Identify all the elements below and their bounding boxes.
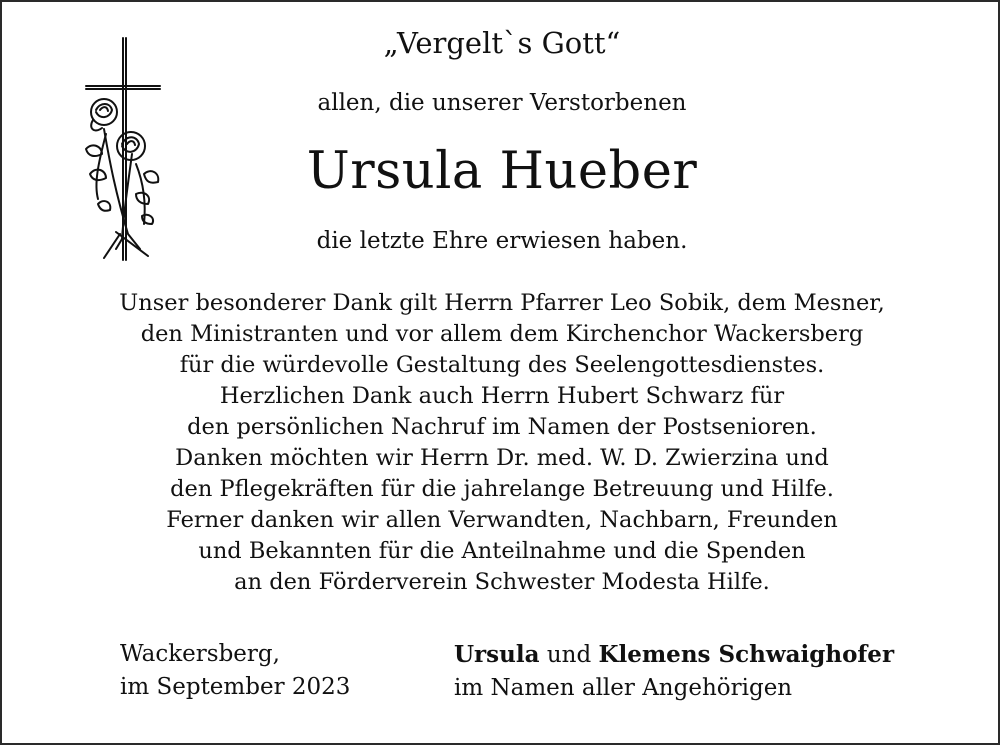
message-line: und Bekannten für die Anteilnahme und die Spenden xyxy=(198,538,806,564)
place-and-date xyxy=(120,638,350,704)
motto: „Vergelt`s Gott“ xyxy=(383,26,621,60)
message-line: Herzlichen Dank auch Herrn Hubert Schwarz für xyxy=(219,383,785,409)
message-line: Danken möchten wir Herrn Dr. med. W. D. Zwierzina und xyxy=(175,445,829,471)
message-line: den Pflegekräften für die jahrelange Betreuung und Hilfe. xyxy=(170,476,834,502)
signature-block xyxy=(454,638,894,705)
signoff: im Namen aller Angehörigen xyxy=(454,675,793,701)
signer-first: Ursula xyxy=(454,641,540,668)
message-line: an den Förderverein Schwester Modesta Hilfe. xyxy=(234,569,770,595)
intro-line: allen, die unserer Verstorbenen xyxy=(317,90,687,116)
message-line: den Ministranten und vor allem dem Kirchenchor Wackersberg xyxy=(140,321,864,347)
date: im September 2023 xyxy=(120,674,351,700)
place: Wackersberg, xyxy=(120,641,280,667)
message-line: Unser besonderer Dank gilt Herrn Pfarrer Leo Sobik, dem Mesner, xyxy=(119,290,885,316)
outro-line: die letzte Ehre erwiesen haben. xyxy=(316,228,688,254)
signer-connector: und xyxy=(546,642,592,668)
message-line: den persönlichen Nachruf im Namen der Postsenioren. xyxy=(187,414,817,440)
thank-you-message xyxy=(2,288,1000,598)
signers xyxy=(454,638,894,672)
message-line: für die würdevolle Gestaltung des Seelengottesdienstes. xyxy=(179,352,825,378)
message-line: Ferner danken wir allen Verwandten, Nachbarn, Freunden xyxy=(166,507,838,533)
deceased-name: Ursula Hueber xyxy=(306,142,698,201)
signer-second: Klemens Schwaighofer xyxy=(598,641,895,668)
